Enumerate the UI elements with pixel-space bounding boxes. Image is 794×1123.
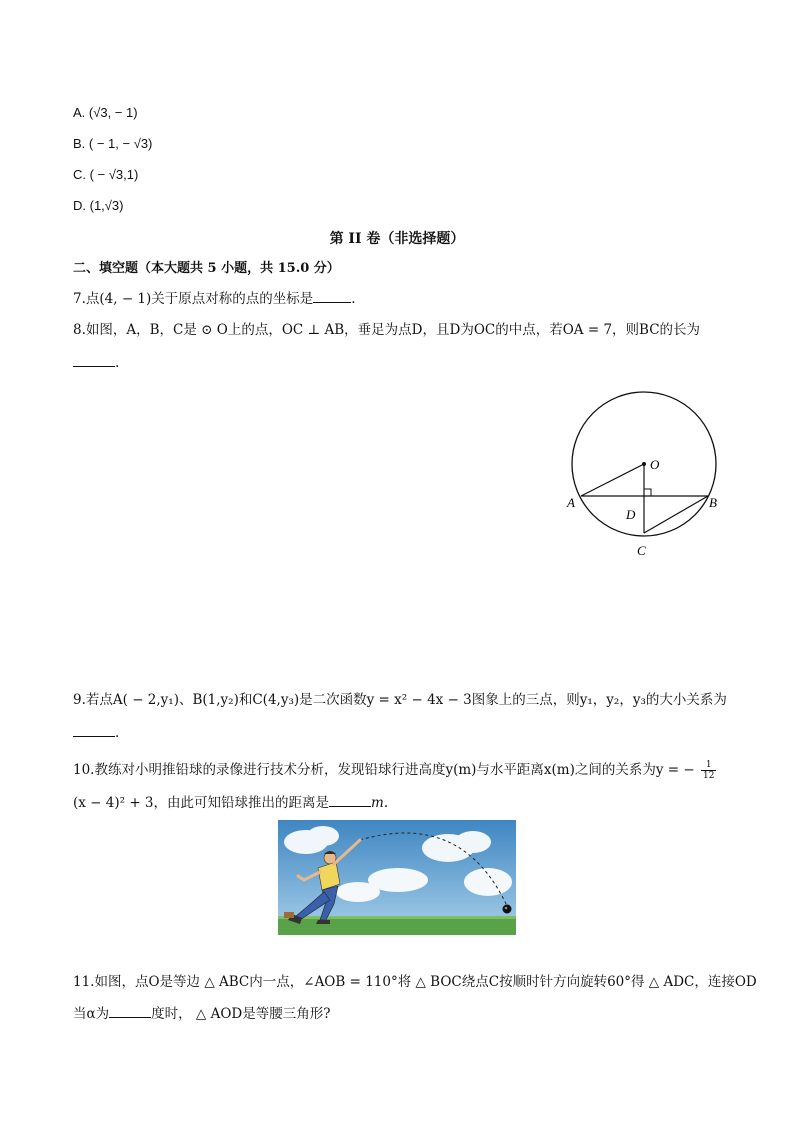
question-9-line2: [73, 722, 119, 743]
question-7: [73, 288, 356, 309]
q11-blank: [109, 1003, 151, 1018]
label-c: C: [637, 543, 646, 558]
q7-end: .: [351, 291, 356, 307]
label-a: A: [567, 495, 575, 510]
section-title: 第 II 卷（非选择题）: [329, 231, 465, 247]
center-point: [642, 462, 646, 466]
right-angle-mark: [644, 489, 651, 496]
q9-blank: [73, 722, 115, 737]
question-10-line2: [73, 792, 388, 813]
grass: [278, 918, 516, 935]
q10-fraction: [701, 760, 716, 781]
part-heading: 二、填空题（本大题共 5 小题，共 15.0 分）: [73, 261, 340, 276]
question-11-line2: [73, 1003, 330, 1024]
circle-figure: [560, 385, 730, 565]
label-d: D: [626, 507, 636, 522]
q10-frac-num: 1: [701, 760, 716, 771]
question-8-line1: 8.如图，A，B，C是 ⊙ O上的点，OC ⊥ AB，垂足为点D，且D为OC的中点，若OA = 7，则BC的长为: [73, 322, 701, 338]
question-9-line1: 9.若点A( − 2,y₁)、B(1,y₂)和C(4,y₃)是二次函数y = x² − 4x − 3图象上的三点，则y₁，y₂，y₃的大小关系为: [73, 692, 727, 708]
q10-text2: (x − 4)² + 3，由此可知铅球推出的距离是: [73, 795, 330, 811]
q10-text: 10.教练对小明推铅球的录像进行技术分析，发现铅球行进高度y(m)与水平距离x(m)之间的关系为y = −: [73, 762, 695, 778]
option-d: D. (1,√3): [73, 198, 124, 213]
q8-blank: [73, 352, 115, 367]
question-10-line1: [73, 760, 716, 781]
option-c: C. ( − √3,1): [73, 167, 139, 182]
segment-bc: [644, 496, 708, 533]
q11-text2: 当α为: [73, 1006, 110, 1022]
q8-end: .: [115, 355, 120, 371]
question-8-line2: [73, 352, 119, 373]
q7-blank: [313, 288, 351, 303]
option-b: B. ( − 1, − √3): [73, 136, 153, 151]
q11-end: 度时， △ AOD是等腰三角形?: [151, 1006, 331, 1022]
q10-blank: [329, 792, 371, 807]
label-o: O: [650, 457, 660, 472]
shot-ball: [503, 905, 512, 914]
label-b: B: [709, 495, 717, 510]
q10-unit: m.: [371, 795, 389, 811]
option-a: A. (√3, − 1): [73, 105, 138, 120]
q9-end: .: [115, 725, 120, 741]
q10-frac-den: 12: [703, 771, 715, 781]
shot-put-illustration: [278, 820, 516, 935]
q7-text: 7.点(4, − 1)关于原点对称的点的坐标是: [73, 291, 314, 307]
segment-oa: [581, 464, 644, 496]
question-11-line1: 11.如图，点O是等边 △ ABC内一点，∠AOB = 110°将 △ BOC绕点C按顺时针方向旋转60°得 △ ADC，连接OD: [73, 974, 757, 990]
